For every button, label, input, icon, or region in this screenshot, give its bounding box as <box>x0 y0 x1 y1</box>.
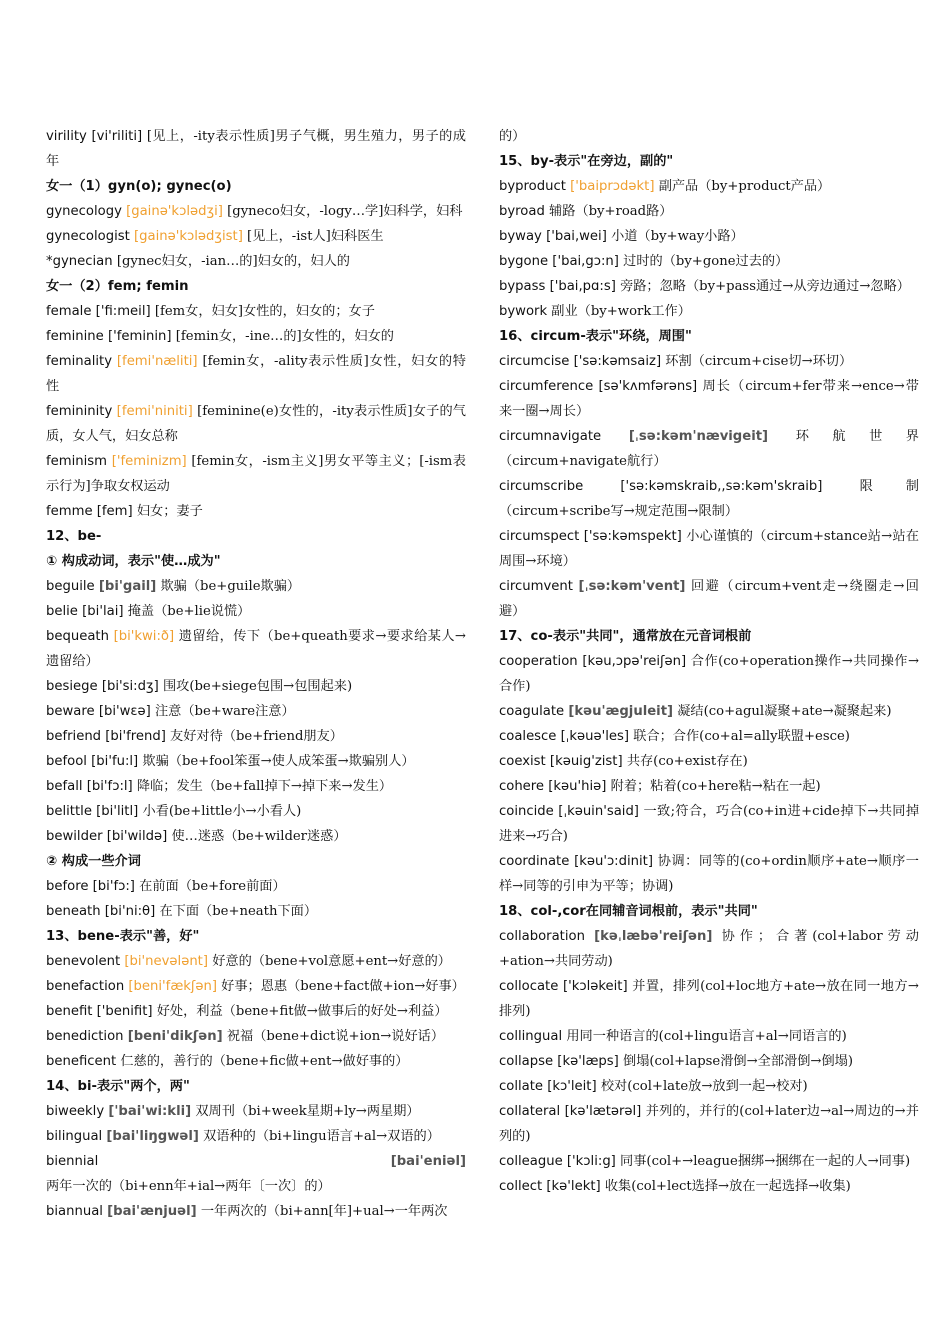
vocab-entry <box>499 224 919 249</box>
vocab-entry <box>499 1174 919 1199</box>
pronunciation: [beni'fækʃən] <box>128 979 217 994</box>
vocab-meaning: [femin女，-ine…的]女性的，妇女的 <box>175 329 394 344</box>
vocab-word: beneficent <box>46 1054 117 1069</box>
pronunciation: ['sə:kəmskraib,,sə:kəm'skraib] <box>620 479 823 494</box>
pronunciation: [kə'lekt] <box>546 1179 601 1194</box>
section-heading <box>46 549 466 574</box>
pronunciation: ['feminizm] <box>111 454 187 469</box>
vocab-word: byproduct <box>499 179 566 194</box>
section-heading-text: 13、bene-表示"善，好" <box>46 929 200 944</box>
pronunciation: [kəuig'zist] <box>549 754 623 769</box>
vocab-entry <box>499 1049 919 1074</box>
section-heading <box>46 924 466 949</box>
vocab-entry <box>499 1099 919 1149</box>
vocab-word: benefit <box>46 1004 93 1019</box>
vocab-word: bypass <box>499 279 546 294</box>
section-heading-text: 女一（1）gyn(o); gynec(o) <box>46 179 232 194</box>
vocab-word: circumvent <box>499 579 573 594</box>
vocab-entry <box>499 799 919 849</box>
vocab-word: belie <box>46 604 78 619</box>
vocab-meaning: 在前面（be+fore前面） <box>139 879 286 894</box>
vocab-entry <box>499 974 919 1024</box>
vocab-entry <box>46 624 466 674</box>
vocab-word: biweekly <box>46 1104 105 1119</box>
vocab-word: circumscribe <box>499 479 584 494</box>
vocab-meaning: 好事；恩惠（bene+fact做+ion→好事） <box>221 979 465 994</box>
vocab-word: gynecologist <box>46 229 130 244</box>
vocab-meaning: 的） <box>499 129 526 144</box>
vocab-meaning: [femin女，-ality表示性质]女性，妇女的特性 <box>46 354 466 394</box>
vocab-entry <box>46 599 466 624</box>
pronunciation: [bai'eniəl] <box>390 1154 466 1169</box>
vocab-meaning: 在下面（be+neath下面） <box>159 904 318 919</box>
vocab-word: bewilder <box>46 829 103 844</box>
vocab-entry <box>46 249 466 274</box>
left-column <box>46 124 466 1224</box>
vocab-entry <box>46 324 466 349</box>
pronunciation: [gainə'kɔlədʒist] <box>133 229 243 244</box>
pronunciation: [bai'ænjuəl] <box>107 1204 197 1219</box>
vocab-entry <box>499 524 919 574</box>
vocab-meaning: 一年两次的（bi+ann[年]+ual→一年两次 <box>200 1204 448 1219</box>
vocab-meaning: 环航世界（circum+navigate航行） <box>499 429 919 469</box>
vocab-meaning: 旁路；忽略（by+pass通过→从旁边通过→忽略） <box>620 279 910 294</box>
vocab-entry <box>499 274 919 299</box>
pronunciation: [bi'fɔ:] <box>92 879 135 894</box>
vocab-word: colleague <box>499 1154 563 1169</box>
vocab-meaning: [gynec妇女，-ian…的]妇女的，妇人的 <box>116 254 350 269</box>
vocab-meaning: 并列的，并行的(col+later边→al→周边的→并列的) <box>499 1104 919 1144</box>
vocab-entry <box>46 974 466 999</box>
pronunciation: ['feminin] <box>107 329 172 344</box>
vocab-word: coincide <box>499 804 554 819</box>
vocab-meaning: 掩盖（be+lie说慌） <box>127 604 251 619</box>
vocab-meaning: 环割（circum+cise切→环切） <box>665 354 853 369</box>
section-heading <box>499 899 919 924</box>
vocab-entry <box>46 724 466 749</box>
vocab-meaning: 小心谨慎的（circum+stance站→站在周围→环境） <box>499 529 919 569</box>
vocab-meaning: 小道（by+way小路） <box>611 229 744 244</box>
section-heading <box>499 149 919 174</box>
vocab-word: before <box>46 879 89 894</box>
pronunciation: [bi'litl] <box>96 804 139 819</box>
pronunciation: [ˌsə:kəm'nævigeit] <box>628 429 769 444</box>
vocab-entry <box>46 574 466 599</box>
pronunciation: [bi'ni:θ] <box>104 904 156 919</box>
pronunciation: ['bai'wi:kli] <box>108 1104 192 1119</box>
vocab-meaning: 合作(co+operation操作→共同操作→合作) <box>499 654 920 694</box>
pronunciation: [kəu'ægjuleit] <box>568 704 674 719</box>
vocab-word: circumnavigate <box>499 429 602 444</box>
vocab-word: femme <box>46 504 93 519</box>
right-column <box>499 124 919 1199</box>
vocab-meaning: 用同一种语言的(col+lingu语言+al→同语言的) <box>566 1029 847 1044</box>
vocab-entry <box>46 749 466 774</box>
vocab-word: collapse <box>499 1054 554 1069</box>
vocab-word: benefaction <box>46 979 125 994</box>
pronunciation: [ˌsə:kəm'vent] <box>578 579 686 594</box>
vocab-meaning: 联合；合作(co+al=ally联盟+esce) <box>633 729 850 744</box>
vocab-word: bilingual <box>46 1129 103 1144</box>
vocab-word: coordinate <box>499 854 570 869</box>
pronunciation: [bi'gail] <box>98 579 157 594</box>
vocab-meaning: 妇女；妻子 <box>136 504 203 519</box>
vocab-meaning: [fem女，妇女]女性的，妇女的；女子 <box>154 304 375 319</box>
pronunciation: ['sə:kəmsaiz] <box>573 354 662 369</box>
vocab-word: besiege <box>46 679 98 694</box>
vocab-word: feminism <box>46 454 108 469</box>
pronunciation: [bi'fɔ:l] <box>86 779 133 794</box>
vocab-entry <box>499 374 919 424</box>
section-heading <box>46 174 466 199</box>
pronunciation: [bai'liŋgwəl] <box>106 1129 199 1144</box>
pronunciation: ['bai,wei] <box>546 229 607 244</box>
vocab-meaning: 同事(col+→league捆绑→捆绑在一起的人→同事) <box>620 1154 911 1169</box>
section-heading-text: 女一（2）fem; femin <box>46 279 189 294</box>
vocab-meaning: [见上，-ist人]妇科医生 <box>247 229 384 244</box>
vocab-entry <box>46 699 466 724</box>
vocab-word: collect <box>499 1179 543 1194</box>
vocab-word: biennial <box>46 1154 99 1169</box>
pronunciation: [beni'dikʃən] <box>127 1029 223 1044</box>
vocab-word: befall <box>46 779 83 794</box>
vocab-word: beguile <box>46 579 95 594</box>
vocab-word: feminality <box>46 354 113 369</box>
vocab-entry <box>46 1149 466 1199</box>
vocab-entry <box>499 124 919 149</box>
vocab-word: benevolent <box>46 954 121 969</box>
vocab-entry <box>499 924 919 974</box>
vocab-meaning: 欺骗（be+fool笨蛋→使人成笨蛋→欺骗别人） <box>142 754 415 769</box>
vocab-meaning: 双语种的（bi+lingu语言+al→双语的） <box>203 1129 440 1144</box>
pronunciation: [gainə'kɔlədʒi] <box>126 204 223 219</box>
pronunciation: [bi'si:dʒ] <box>101 679 159 694</box>
vocab-entry <box>46 899 466 924</box>
pronunciation: [bi'kwi:ð] <box>113 629 175 644</box>
pronunciation: [femi'næliti] <box>116 354 198 369</box>
vocab-meaning: 副业（by+work工作） <box>551 304 691 319</box>
pronunciation: ['bai,pɑ:s] <box>549 279 616 294</box>
vocab-meaning: 围攻(be+siege包围→包围起来) <box>162 679 353 694</box>
vocab-word: byway <box>499 229 542 244</box>
pronunciation: [kəu'hiə] <box>548 779 607 794</box>
section-heading-text: ② 构成一些介词 <box>46 854 141 869</box>
vocab-entry <box>46 674 466 699</box>
section-heading <box>46 1074 466 1099</box>
pronunciation: [kəˌlæbə'reiʃən] <box>594 929 713 944</box>
pronunciation: [bi'wildə] <box>106 829 168 844</box>
vocab-meaning: 协作；合著(col+labor劳动+ation→共同劳动) <box>499 929 919 969</box>
vocab-entry <box>46 1124 466 1149</box>
vocab-meaning: 附着；粘着(co+here粘→粘在一起) <box>610 779 821 794</box>
vocab-word: beneath <box>46 904 101 919</box>
pronunciation: [kə'lætərəl] <box>564 1104 642 1119</box>
section-heading-text: 18、col-,cor在同辅音词根前，表示"共同" <box>499 904 758 919</box>
vocab-word: cooperation <box>499 654 578 669</box>
vocab-meaning: 好处，利益（bene+fit做→做事后的好处→利益） <box>156 1004 448 1019</box>
vocab-entry <box>46 1024 466 1049</box>
vocab-word: beware <box>46 704 95 719</box>
section-heading <box>499 324 919 349</box>
section-heading-text: 16、circum-表示"环绕，周围" <box>499 329 692 344</box>
section-heading-text: 15、by-表示"在旁边，副的" <box>499 154 674 169</box>
vocab-word: virility <box>46 129 87 144</box>
vocab-word: collingual <box>499 1029 563 1044</box>
vocab-entry <box>499 749 919 774</box>
vocab-word: benediction <box>46 1029 124 1044</box>
vocab-meaning: 一致;符合，巧合(co+in进+cide掉下→共同掉进来→巧合) <box>499 804 920 844</box>
vocab-word: collocate <box>499 979 559 994</box>
vocab-meaning: 回避（circum+vent走→绕圈走→回避） <box>499 579 919 619</box>
section-heading-text: 17、co-表示"共同"，通常放在元音词根前 <box>499 629 752 644</box>
vocab-entry <box>46 1099 466 1124</box>
vocab-entry <box>46 1199 466 1224</box>
vocab-entry <box>46 124 466 174</box>
vocab-word: cohere <box>499 779 545 794</box>
vocab-meaning: 好意的（bene+vol意愿+ent→好意的） <box>212 954 451 969</box>
vocab-word: coexist <box>499 754 546 769</box>
vocab-entry <box>46 349 466 399</box>
vocab-word: *gynecian <box>46 254 113 269</box>
pronunciation: [kəu,ɔpə'reiʃən] <box>582 654 687 669</box>
vocab-meaning: 两年一次的（bi+enn年+ial→两年〔一次〕的） <box>46 1179 331 1194</box>
vocab-meaning: 欺骗（be+guile欺骗） <box>160 579 301 594</box>
vocab-word: byroad <box>499 204 545 219</box>
pronunciation: [femi'niniti] <box>116 404 193 419</box>
vocab-meaning: 校对(col+late放→放到一起→校对) <box>600 1079 808 1094</box>
vocab-meaning: 副产品（by+product产品） <box>658 179 831 194</box>
vocab-meaning: 倒塌(col+lapse滑倒→全部滑倒→倒塌) <box>623 1054 853 1069</box>
vocab-meaning: 友好对待（be+friend朋友） <box>170 729 343 744</box>
vocab-word: collaboration <box>499 929 585 944</box>
vocab-entry <box>499 474 919 524</box>
vocab-entry <box>46 799 466 824</box>
vocab-entry <box>46 874 466 899</box>
vocab-entry <box>499 774 919 799</box>
vocab-entry <box>46 224 466 249</box>
vocab-meaning: [feminine(e)女性的，-ity表示性质]女子的气质，女人气，妇女总称 <box>46 404 466 444</box>
vocab-word: biannual <box>46 1204 103 1219</box>
vocab-entry <box>46 824 466 849</box>
vocab-entry <box>46 1049 466 1074</box>
vocab-entry <box>499 199 919 224</box>
vocab-entry <box>499 299 919 324</box>
vocab-word: circumference <box>499 379 594 394</box>
vocab-meaning: 协调：同等的(co+ordin顺序+ate→顺序一样→同等的引申为平等；协调) <box>499 854 919 894</box>
vocab-word: circumspect <box>499 529 580 544</box>
vocab-word: bygone <box>499 254 549 269</box>
section-heading <box>46 274 466 299</box>
pronunciation: ['bai,gɔ:n] <box>552 254 619 269</box>
vocab-word: befool <box>46 754 87 769</box>
pronunciation: ['benifit] <box>96 1004 153 1019</box>
vocab-meaning: 共存(co+exist存在) <box>626 754 748 769</box>
vocab-meaning: [femin女，-ism主义]男女平等主义；[-ism表示行为]争取女权运动 <box>46 454 466 494</box>
vocab-entry <box>499 724 919 749</box>
vocab-entry <box>499 849 919 899</box>
vocab-entry <box>46 999 466 1024</box>
section-heading-text: 12、be- <box>46 529 102 544</box>
vocab-word: bywork <box>499 304 548 319</box>
vocab-entry <box>499 574 919 624</box>
pronunciation: ['fi:meil] <box>95 304 151 319</box>
vocab-entry <box>499 649 919 699</box>
vocab-meaning: 遗留给，传下（be+queath要求→要求给某人→遗留给） <box>46 629 466 669</box>
vocab-entry <box>46 774 466 799</box>
vocab-word: femininity <box>46 404 113 419</box>
pronunciation: ['baiprɔdəkt] <box>570 179 655 194</box>
vocab-meaning: 降临；发生（be+fall掉下→掉下来→发生） <box>136 779 393 794</box>
section-heading-text: 14、bi-表示"两个，两" <box>46 1079 190 1094</box>
vocab-meaning: 注意（be+ware注意） <box>155 704 295 719</box>
vocab-meaning: 收集(col+lect选择→放在一起选择→收集) <box>604 1179 851 1194</box>
pronunciation: ['kɔləkeit] <box>562 979 628 994</box>
section-heading <box>46 849 466 874</box>
vocab-entry <box>46 949 466 974</box>
vocab-word: bequeath <box>46 629 109 644</box>
pronunciation: [bi'frend] <box>105 729 166 744</box>
vocab-meaning: 过时的（by+gone过去的） <box>623 254 789 269</box>
vocab-word: coalesce <box>499 729 557 744</box>
pronunciation: [kəu'ɔ:dinit] <box>574 854 654 869</box>
vocab-meaning: 限制（circum+scribe写→规定范围→限制） <box>499 479 919 519</box>
vocab-word: collate <box>499 1079 544 1094</box>
vocab-word: collateral <box>499 1104 561 1119</box>
pronunciation: [ˌkəuə'les] <box>560 729 630 744</box>
section-heading <box>499 624 919 649</box>
pronunciation: [kɔ'leit] <box>547 1079 597 1094</box>
vocab-meaning: 小看(be+little小→小看人) <box>142 804 302 819</box>
vocab-meaning: [见上，-ity表示性质]男子气概，男生殖力，男子的成年 <box>46 129 466 169</box>
vocab-word: belittle <box>46 804 92 819</box>
vocab-word: feminine <box>46 329 104 344</box>
pronunciation: [sə'kʌmfərəns] <box>598 379 698 394</box>
vocab-meaning: 凝结(co+agul凝聚+ate→凝聚起来) <box>677 704 892 719</box>
vocab-entry <box>46 199 466 224</box>
vocab-entry <box>46 299 466 324</box>
pronunciation: [ˌkəuin'said] <box>558 804 639 819</box>
pronunciation: [vi'riliti] <box>91 129 143 144</box>
section-heading-text: ① 构成动词，表示"使…成为" <box>46 554 221 569</box>
vocab-entry <box>499 699 919 724</box>
vocab-meaning: 双周刊（bi+week星期+ly→两星期） <box>195 1104 420 1119</box>
pronunciation: ['sə:kəmspekt] <box>583 529 682 544</box>
pronunciation: [bi'fu:l] <box>91 754 139 769</box>
vocab-word: gynecology <box>46 204 122 219</box>
pronunciation: [bi'wεə] <box>98 704 151 719</box>
vocab-word: coagulate <box>499 704 565 719</box>
vocab-meaning: [gyneco妇女，-logy…学]妇科学，妇科 <box>227 204 463 219</box>
vocab-word: befriend <box>46 729 102 744</box>
section-heading <box>46 524 466 549</box>
vocab-entry <box>499 1074 919 1099</box>
vocab-entry <box>499 249 919 274</box>
vocab-meaning: 辅路（by+road路） <box>549 204 673 219</box>
vocab-meaning: 仁慈的，善行的（bene+fic做+ent→做好事的） <box>120 1054 409 1069</box>
vocab-word: female <box>46 304 92 319</box>
pronunciation: ['kɔli:g] <box>566 1154 616 1169</box>
vocab-entry <box>46 449 466 499</box>
pronunciation: [bi'nevələnt] <box>124 954 208 969</box>
pronunciation: [bi'lai] <box>82 604 124 619</box>
vocab-meaning: 祝福（bene+dict说+ion→说好话） <box>226 1029 445 1044</box>
vocab-meaning: 使…迷惑（be+wilder迷惑） <box>171 829 347 844</box>
vocab-entry <box>46 499 466 524</box>
vocab-entry <box>499 174 919 199</box>
pronunciation: [kə'læps] <box>557 1054 619 1069</box>
vocab-meaning: 并置，排列(col+loc地方+ate→放在同一地方→排列) <box>499 979 919 1019</box>
vocab-entry <box>499 1024 919 1049</box>
pronunciation: [fem] <box>96 504 133 519</box>
vocab-meaning: 周长（circum+fer带来→ence→带来一圈→周长） <box>499 379 919 419</box>
vocab-entry <box>499 349 919 374</box>
vocab-word: circumcise <box>499 354 570 369</box>
vocab-entry <box>46 399 466 449</box>
vocab-entry <box>499 424 919 474</box>
vocab-entry <box>499 1149 919 1174</box>
